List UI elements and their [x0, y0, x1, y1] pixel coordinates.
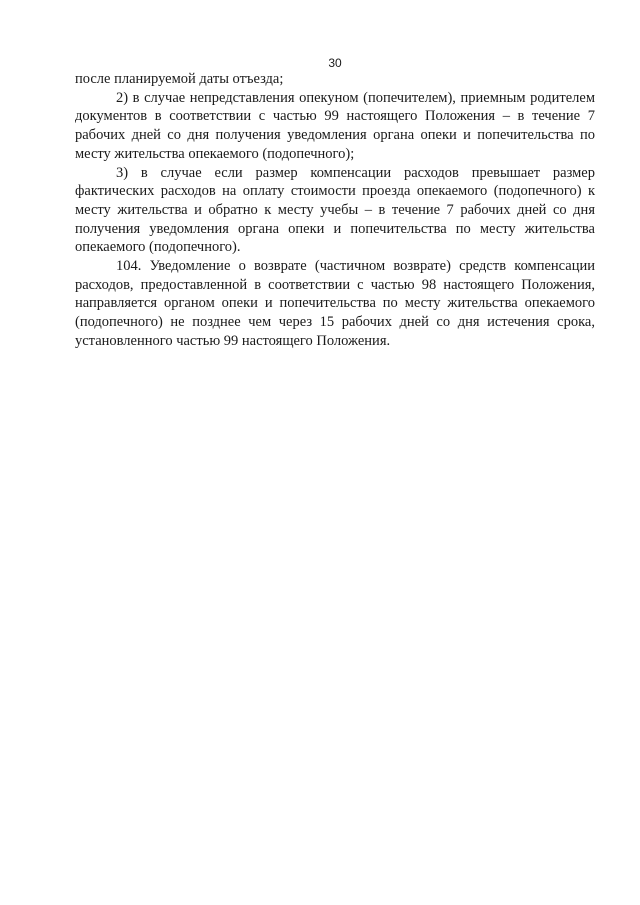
document-body: [75, 70, 595, 351]
paragraph-continuation: после планируемой даты отъезда;: [75, 71, 284, 87]
paragraph-section-104: 104. Уведомление о возврате (частичном возврате) средств компенсации расходов, предоставленной в соответствии с частью 98 настоящего Положения, направляется органом опеки и попечительства по месту жительства опекаемого (подопечного) не позднее чем через 15 рабочих дней со дня истечения срока, установленного частью 99 настоящего Положения.: [75, 258, 595, 349]
page-number: 30: [328, 56, 342, 70]
paragraph-item-2: 2) в случае непредставления опекуном (попечителем), приемным родителем документов в соответствии с частью 99 настоящего Положения – в течение 7 рабочих дней со дня получения уведомления органа опеки и попечительства по месту жительства опекаемого (подопечного);: [75, 89, 595, 162]
paragraph-item-3: 3) в случае если размер компенсации расходов превышает размер фактических расходов на оплату стоимости проезда опекаемого (подопечного) к месту жительства и обратно к месту учебы – в течение 7 рабочих дней со дня получения уведомления органа опеки и попечительства по месту жительства опекаемого (подопечного).: [75, 164, 595, 256]
